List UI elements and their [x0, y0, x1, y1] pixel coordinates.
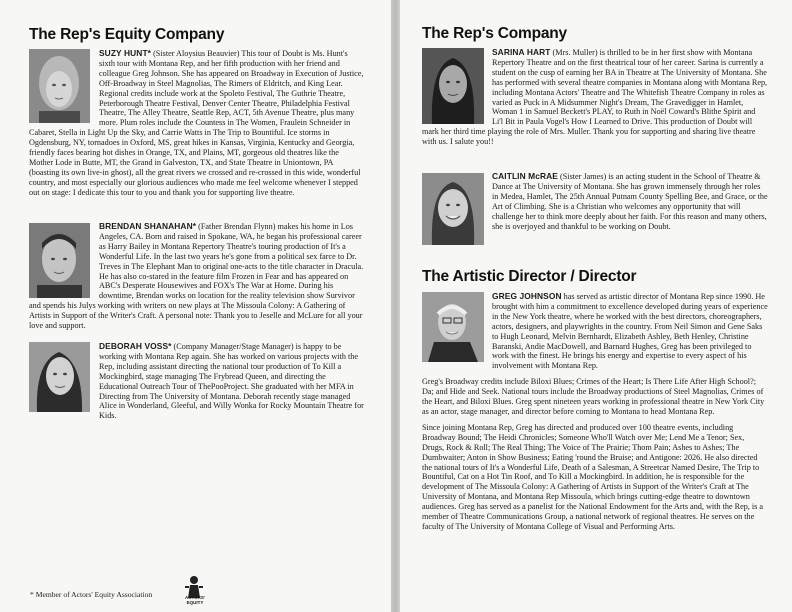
artistic-director-heading: The Artistic Director / Director	[422, 268, 637, 285]
caitlin-mcrae-photo-spacer	[422, 172, 484, 244]
sarina-hart-text: (Mrs. Muller) is thrilled to be in her first show with Montana Repertory Theatre and on the first theatrical tour of her career. Sarina is currently a student on the cusp of earning her BA in Theatre at The University of Montana. She has performed with several theatre companies in Montana along with Montana Rep, including Montana Actors' Theatre and The Whitefish Theatre Company in roles as varied as Puck in A Midsummer Night's Dream, The Gravedigger in Hamlet, Woman 1 in Samuel Beckett's PLAY, to Ruth in Noël Coward's Blithe Spirit and Li'l Bit in Paula Vogel's How I Learned to Drive. This production of Doubt will mark her third time playing the role of Mrs. Muller. Thank you for supporting and sharing live theatre with us. I salute you!!	[422, 48, 768, 147]
brendan-shanahan-text: (Father Brendan Flynn) makes his home in Los Angeles, CA. Born and raised in Spokane, WA, he began his professional career as Harry Bailey in Montana Repertory Theatre's touring production of It's a Wonderful Life. In the last two years he's gone from a political sex farce to Dr. Treves in The Elephant Man to original one-acts to the title character in Dracula. He has also co-stared in the feature film Frozen in Fear and has appeared on ABC's Desperate Housewives and FOX's The War at Home. During his downtime, Brendan works on location for the reality television show Survivor and spends his Julys working with writers on new plays at The Missoula Colony: A Gathering of Artists in Support of the Writer's Craft. A personal note: Thank you to Jeselle and McLure for all your love and support.	[29, 222, 364, 331]
deborah-voss-bio	[29, 342, 365, 421]
deborah-voss-text: (Company Manager/Stage Manager) is happy to be working with Montana Rep again. She has worked on various projects with the Rep, including assistant directing the national tour production of To Kill a Mockingbird, stage managing The Frybread Queen, and directing the Educational Outreach Tour of ThePooProject. She graduated with her MFA in Directing from The University of Montana. Deborah recently stage managed Alice in Wonderland, Gleeful, and Willy Wonka for Rocky Mountain Theatre for Kids.	[99, 342, 364, 421]
actors-equity-logo-text: ACTORS' EQUITY	[185, 595, 205, 605]
suzy-hunt-photo-spacer	[29, 49, 91, 123]
page-gutter	[391, 0, 400, 612]
equity-company-heading: The Rep's Equity Company	[29, 26, 225, 43]
brendan-shanahan-name: BRENDAN SHANAHAN*	[99, 221, 197, 231]
suzy-hunt-name: SUZY HUNT*	[99, 48, 152, 58]
equity-footnote: * Member of Actors' Equity Association	[30, 590, 153, 599]
brendan-shanahan-bio	[29, 222, 365, 331]
sarina-hart-name: SARINA HART	[492, 47, 551, 57]
deborah-voss-name: DEBORAH VOSS*	[99, 341, 172, 351]
greg-johnson-paragraph-1: has served as artistic director of Montana Rep since 1990. He brought with him a commitment to excellence developed during years of experience in the New York theatre, where he worked with the best directors, choreographers, actors, designers, and playwrights in the country. From Neil Simon and Gene Saks to Hugh Leonard, Melvin Bernhardt, Elizabeth Ashley, Beth Henley, Christine Baranski, Andie MacDowell, and Barnard Hughes, Greg has been privileged to work with the finest. He brings his energy and expertise to every aspect of his involvement with Montana Rep.	[492, 292, 768, 371]
caitlin-mcrae-name: CAITLIN McRAE	[492, 171, 558, 181]
caitlin-mcrae-text: (Sister James) is an acting student in the School of Theatre & Dance at The University of Montana. She has grown immensely through her roles in Medea, Hamlet, The 25th Annual Putnam County Spelling Bee, and Grace, or the Art of Climbing. She is a Christian who welcomes any opportunity that will challenge her to think more deeply about her faith. For this reason and many others, she is overjoyed and thankful to be working on Doubt.	[492, 172, 768, 231]
sarina-hart-photo-spacer	[422, 48, 484, 124]
greg-johnson-photo-spacer	[422, 292, 484, 362]
greg-johnson-paragraph-3: Since joining Montana Rep, Greg has directed and produced over 100 theatre events, including Broadway Bound; The Heidi Chronicles; Someone Who'll Watch over Me; Lend Me a Tenor; Sex, Drugs, Rock & Roll; The Real Thing; The Voice of The Prairie; Thom Pain; Ashes to Ashes; The Dumbwaiter; Anton in Show Business; Eating 'round the Bruise; and Antigone: 2026. He also directed the national tours of It's a Wonderful Life, Death of a Salesman, A Streetcar Named Desire, The Trip to Bountiful, Cat on a Hot Tin Roof, and To Kill a Mockingbird. In addition, he is responsible for the development of The Missoula Colony: A Gathering of Artists in Support of the Writer's Craft at The University of Montana, and Montana Rep Missoula, which brings cutting-edge theatre to downtown audiences. Greg has served as a panelist for the National Endowment for the Arts and, with the Rep, is a member of Theatre Communications Group, a national network of regional theatres. He serves on the faculty of The University of Montana College of Visual and Performing Arts.	[422, 422, 764, 531]
greg-johnson-name: GREG JOHNSON	[492, 291, 562, 301]
sarina-hart-bio	[422, 48, 768, 147]
suzy-hunt-text: (Sister Aloysius Beauvier) This tour of Doubt is Ms. Hunt's sixth tour with Montana Rep, and her fifth production with her friend and colleague Greg Johnson. She has appeared on Broadway in Execution of Justice, Off-Broadway in Steel Magnolias, The Rimers of Eldritch, and King Lear. Regional credits include work at the Spoleto Festival, The Guthrie Theatre, Peterborough Theatre Festival, Denver Center Theatre, Philadelphia Festival Theatre, The Alley Theatre, Seattle Rep, ACT, 5th Avenue Theatre, plus many more. Plum roles include the Countess in The Women, Fraulein Schneider in Cabaret, Stella in Light Up the Sky, and Carrie Watts in The Trip to Bountiful. Ice storms in Ogdensburg, NY, tornadoes in Oxford, MS, great hikes in Kansas, Virginia, Kentucky and Georgia, friendly faces bearing hot dishes in Orange, TX, and Plains, MT, gorgeous old theatres like the Mother Lode in Butte, MT, the Grand in Galveston, TX, and State Theatre in Uniontown, PA (boasting its own live-in ghost), all the great rivers we crossed and re-crossed in this wide, wonderful country, and most especially our glorious audiences who made me feel welcome whenever I stepped out on stage: I dedicate this tour to you and thank you for supporting live theatre.	[29, 49, 364, 197]
left-page	[0, 0, 391, 612]
greg-johnson-bio	[422, 292, 768, 532]
deborah-voss-photo-spacer	[29, 342, 91, 412]
suzy-hunt-bio	[29, 49, 365, 198]
right-page	[400, 0, 792, 612]
rep-company-heading: The Rep's Company	[422, 25, 567, 42]
caitlin-mcrae-bio	[422, 172, 768, 246]
brendan-shanahan-photo-spacer	[29, 222, 91, 298]
greg-johnson-paragraph-2: Greg's Broadway credits include Biloxi Blues; Crimes of the Heart; Is There Life After High School?; Da; and Hide and Seek. National tours include the Broadway productions of Steel Magnolias, Crimes of the Heart, and Biloxi Blues. Greg spent nineteen years working in professional theatre in New York City as an actor, stage manager, and director before coming to Montana to head Montana Rep.	[422, 377, 765, 416]
